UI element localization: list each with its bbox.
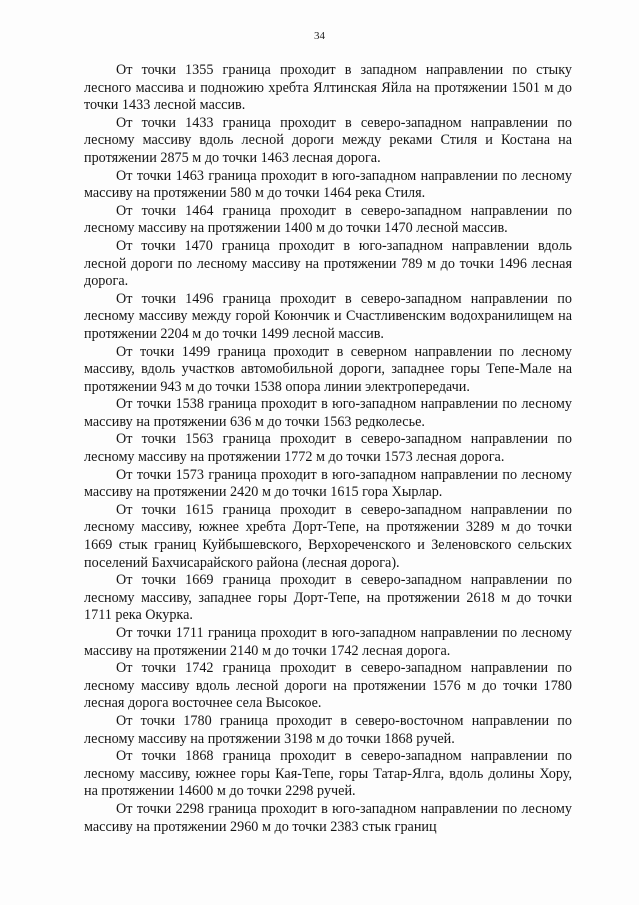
paragraph-point-1499: От точки 1499 граница проходит в северном направлении по лесному массиву, вдоль участков автомобильной дороги, западнее горы Тепе-Мале на протяжении 943 м до точки 1538 опора линии электропередачи. [84, 343, 572, 395]
page-number: 34 [314, 30, 325, 42]
paragraph-point-1538: От точки 1538 граница проходит в юго-западном направлении по лесному массиву на протяжении 636 м до точки 1563 редколесье. [84, 396, 572, 430]
paragraph-point-1615: От точки 1615 граница проходит в северо-западном направлении по лесному массиву, южнее хребта Дорт-Тепе, на протяжении 3289 м до точки 1669 стык границ Куйбышевского, Верхореченского и Зеленовского сельских поселений Бахчисарайского района (лесная дорога). [84, 501, 572, 571]
paragraph-point-1868: От точки 1868 граница проходит в северо-западном направлении по лесному массиву, южнее горы Кая-Тепе, горы Татар-Ялга, вдоль долины Хору, на протяжении 14600 м до точки 2298 ручей. [84, 748, 572, 800]
paragraph-point-1355: От точки 1355 граница проходит в западном направлении по стыку лесного массива и подножию хребта Ялтинская Яйла на протяжении 1501 м до точки 1433 лесной массив. [84, 62, 572, 114]
paragraph-point-2298: От точки 2298 граница проходит в юго-западном направлении по лесному массиву на протяжении 2960 м до точки 2383 стык границ [84, 800, 572, 835]
paragraph-point-1464: От точки 1464 граница проходит в северо-западном направлении по лесному массиву на протяжении 1400 м до точки 1470 лесной массив. [84, 202, 572, 237]
paragraph-point-1433: От точки 1433 граница проходит в северо-западном направлении по лесному массиву вдоль лесной дороги между реками Стиля и Костана на протяжении 2875 м до точки 1463 лесная дорога. [84, 114, 572, 166]
paragraph-point-1780: От точки 1780 граница проходит в северо-восточном направлении по лесному массиву на протяжении 3198 м до точки 1868 ручей. [84, 712, 572, 747]
paragraph-point-1742: От точки 1742 граница проходит в северо-западном направлении по лесному массиву вдоль лесной дороги на протяжении 1576 м до точки 1780 лесная дорога восточнее села Высокое. [84, 660, 572, 712]
paragraph-point-1496: От точки 1496 граница проходит в северо-западном направлении по лесному массиву между горой Коюнчик и Счастливенским водохранилищем на протяжении 2204 м до точки 1499 лесной массив. [84, 290, 572, 342]
paragraph-point-1563: От точки 1563 граница проходит в северо-западном направлении по лесному массиву на протяжении 1772 м до точки 1573 лесная дорога. [84, 431, 572, 466]
paragraph-point-1470: От точки 1470 граница проходит в юго-западном направлении вдоль лесной дороги по лесному массиву на протяжении 789 м до точки 1496 лесная дорога. [84, 237, 572, 290]
document-body [84, 62, 572, 836]
paragraph-point-1463: От точки 1463 граница проходит в юго-западном направлении по лесному массиву на протяжении 580 м до точки 1464 река Стиля. [84, 167, 572, 202]
paragraph-point-1669: От точки 1669 граница проходит в северо-западном направлении по лесному массиву, западнее горы Дорт-Тепе, на протяжении 2618 м до точки 1711 река Окурка. [84, 572, 572, 624]
paragraph-point-1711: От точки 1711 граница проходит в юго-западном направлении по лесному массиву на протяжении 2140 м до точки 1742 лесная дорога. [84, 625, 572, 659]
paragraph-point-1573: От точки 1573 граница проходит в юго-западном направлении по лесному массиву на протяжении 2420 м до точки 1615 гора Хырлар. [84, 466, 572, 501]
